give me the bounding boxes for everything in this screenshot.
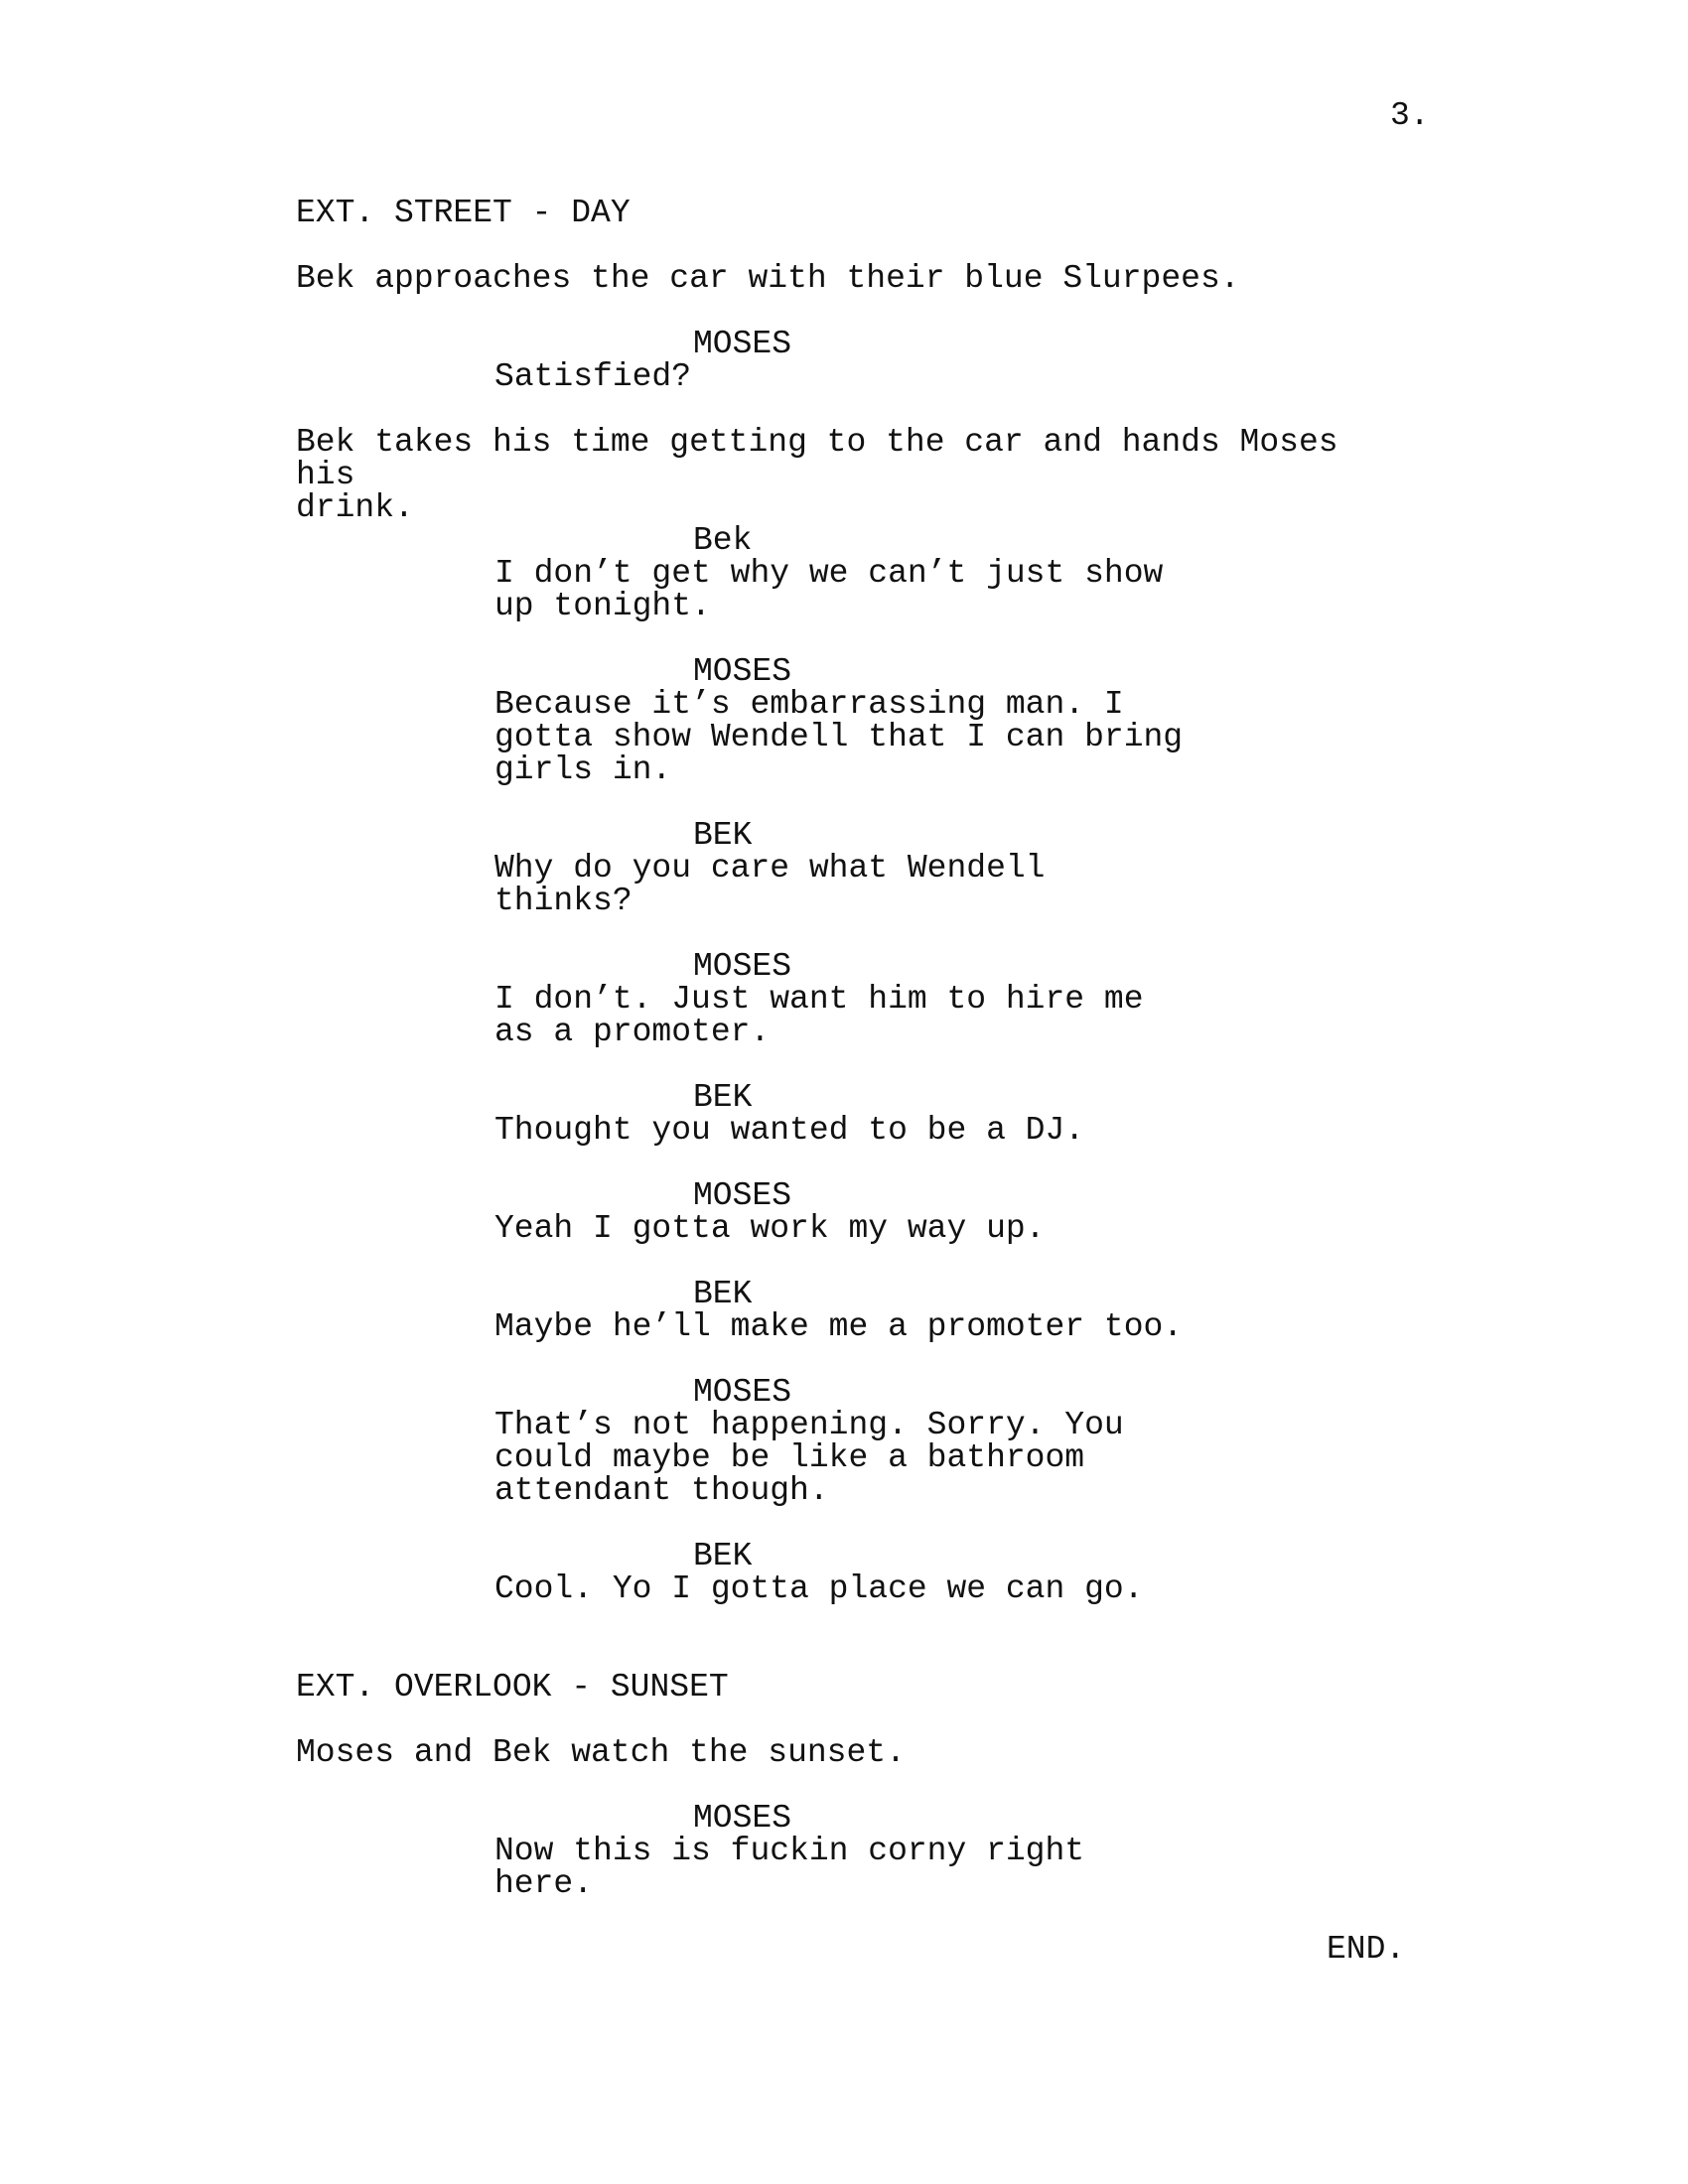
dialogue: Now this is fuckin corny right here.: [494, 1833, 1085, 1902]
action-line: Bek approaches the car with their blue Slurpees.: [296, 260, 1240, 297]
dialogue: Satisfied?: [494, 358, 692, 395]
action-line: Bek takes his time getting to the car and hands Moses his drink.: [296, 424, 1338, 526]
character-name: MOSES: [693, 653, 792, 690]
character-name: MOSES: [693, 1800, 792, 1837]
dialogue: Thought you wanted to be a DJ.: [494, 1112, 1085, 1149]
character-name: MOSES: [693, 1177, 792, 1214]
character-name: MOSES: [693, 948, 792, 985]
page-number: 3.: [1390, 97, 1430, 134]
dialogue: Cool. Yo I gotta place we can go.: [494, 1570, 1144, 1607]
character-name: MOSES: [693, 326, 792, 362]
dialogue: That’s not happening. Sorry. You could maybe be like a bathroom attendant though.: [494, 1407, 1124, 1509]
dialogue: Yeah I gotta work my way up.: [494, 1210, 1046, 1247]
character-name: BEK: [693, 1079, 753, 1116]
scene-heading-street: EXT. STREET - DAY: [296, 195, 631, 231]
dialogue: I don’t get why we can’t just show up tonight.: [494, 555, 1164, 624]
character-name: BEK: [693, 817, 753, 854]
character-name: BEK: [693, 1538, 753, 1574]
character-name: Bek: [693, 522, 753, 559]
character-name: MOSES: [693, 1374, 792, 1411]
character-name: BEK: [693, 1276, 753, 1312]
dialogue: Maybe he’ll make me a promoter too.: [494, 1308, 1184, 1345]
dialogue: Why do you care what Wendell thinks?: [494, 850, 1046, 919]
dialogue: I don’t. Just want him to hire me as a promoter.: [494, 981, 1144, 1050]
dialogue: Because it’s embarrassing man. I gotta show Wendell that I can bring girls in.: [494, 686, 1184, 788]
action-line: Moses and Bek watch the sunset.: [296, 1734, 906, 1771]
transition-end: END.: [1327, 1931, 1406, 1968]
scene-heading-overlook: EXT. OVERLOOK - SUNSET: [296, 1669, 729, 1706]
